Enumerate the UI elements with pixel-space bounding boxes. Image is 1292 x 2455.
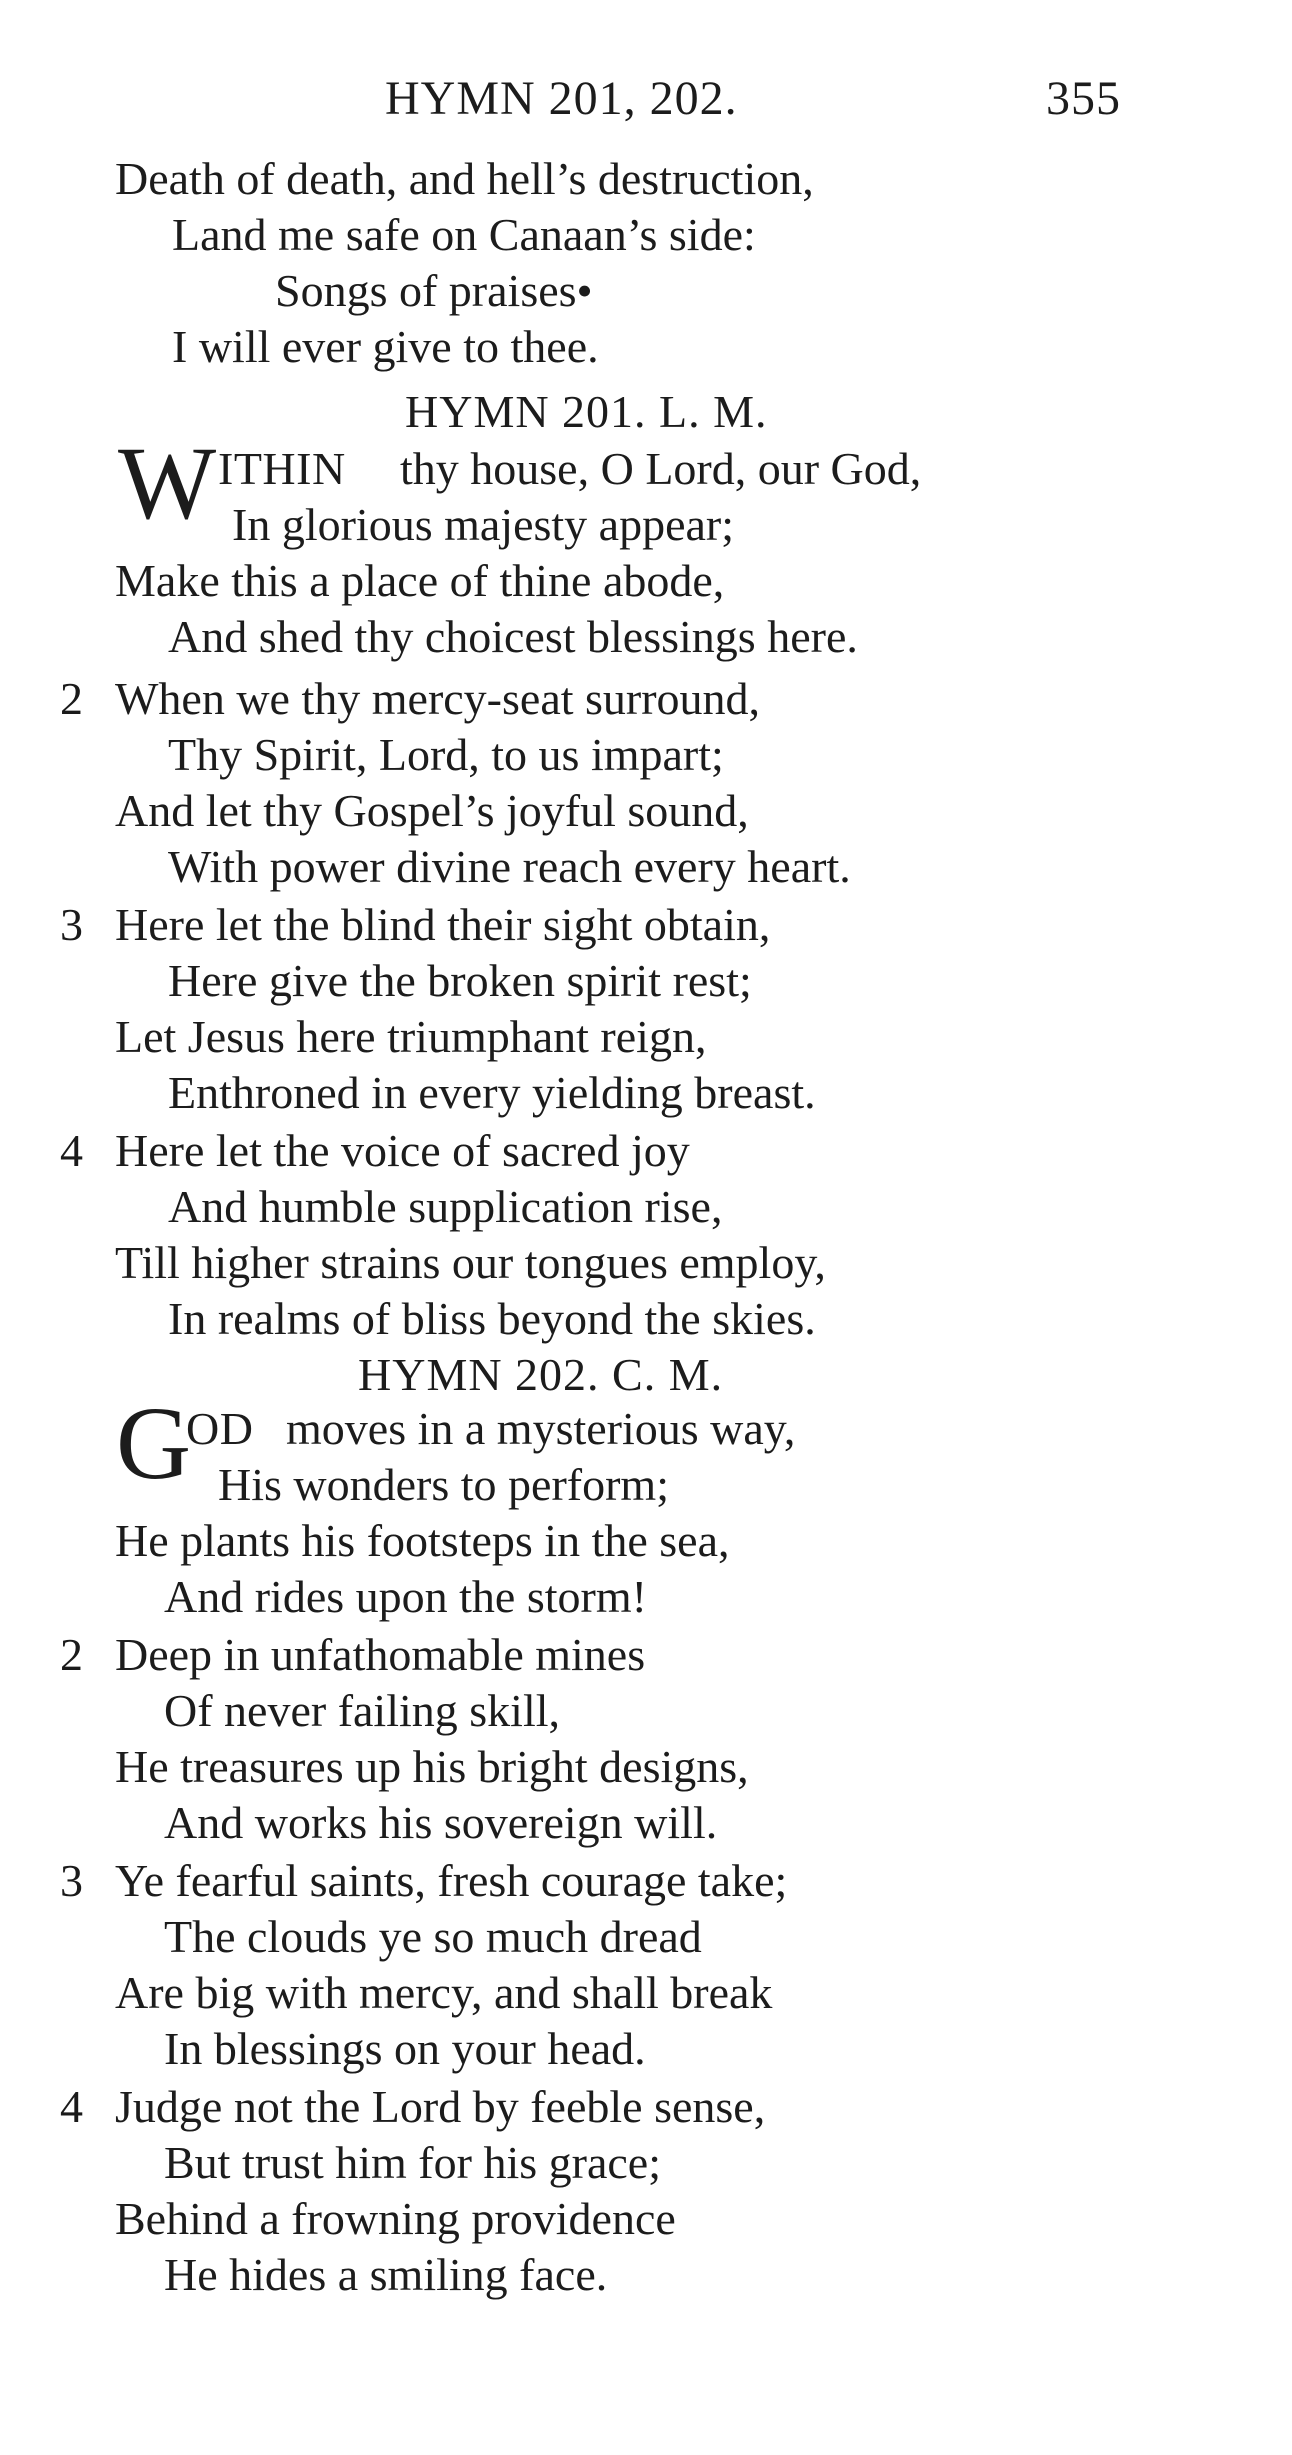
- verse-number: 2: [60, 673, 83, 724]
- prev-hymn-line: Songs of praises•: [275, 265, 593, 316]
- hymn-201-heading: HYMN 201. L. M.: [405, 386, 768, 437]
- prev-hymn-line: Death of death, and hell’s destruction,: [115, 153, 814, 204]
- hymn-201-first-line-tail: thy house, O Lord, our God,: [400, 443, 922, 494]
- hymn-202-first-line-tail: moves in a mysterious way,: [286, 1403, 796, 1454]
- verse-number: 2: [60, 1629, 83, 1680]
- verse-line: The clouds ye so much dread: [164, 1911, 702, 1962]
- verse-line: And humble supplication rise,: [168, 1181, 723, 1232]
- verse-number: 3: [60, 1855, 83, 1906]
- hymn-202-dropcap: G: [116, 1386, 192, 1501]
- hymn-201-verse-1-line: In glorious majesty appear;: [232, 499, 735, 550]
- verse-line: Here give the broken spirit rest;: [168, 955, 752, 1006]
- verse-line: Let Jesus here triumphant reign,: [115, 1011, 707, 1062]
- verse-line: Here let the voice of sacred joy: [115, 1125, 690, 1176]
- verse-line: Judge not the Lord by feeble sense,: [115, 2081, 766, 2132]
- verse-line: Here let the blind their sight obtain,: [115, 899, 771, 950]
- verse-line: And let thy Gospel’s joyful sound,: [115, 785, 749, 836]
- verse-line: With power divine reach every heart.: [168, 841, 851, 892]
- prev-hymn-line: I will ever give to thee.: [172, 321, 599, 372]
- verse-line: He treasures up his bright designs,: [115, 1741, 749, 1792]
- prev-hymn-line: Land me safe on Canaan’s side:: [172, 209, 756, 260]
- hymn-201-verse-1-line: And shed thy choicest blessings here.: [168, 611, 858, 662]
- hymn-201-verse-1-line: Make this a place of thine abode,: [115, 555, 725, 606]
- hymn-202-verse-1-line: His wonders to perform;: [218, 1459, 669, 1510]
- hymn-202-first-word-rest: OD: [186, 1403, 254, 1454]
- hymn-202-heading: HYMN 202. C. M.: [358, 1349, 724, 1400]
- verse-line: But trust him for his grace;: [164, 2137, 661, 2188]
- verse-line: And works his sovereign will.: [164, 1797, 718, 1848]
- running-header-title: HYMN 201, 202.: [385, 72, 738, 125]
- verse-line: Enthroned in every yielding breast.: [168, 1067, 816, 1118]
- verse-line: Of never failing skill,: [164, 1685, 561, 1736]
- verse-line: Behind a frowning providence: [115, 2193, 676, 2244]
- page-number: 355: [1046, 72, 1121, 125]
- verse-number: 4: [60, 2081, 83, 2132]
- hymn-202-verse-1-line: He plants his footsteps in the sea,: [115, 1515, 730, 1566]
- verse-line: Are big with mercy, and shall break: [115, 1967, 773, 2018]
- verse-line: Ye fearful saints, fresh courage take;: [115, 1855, 788, 1906]
- verse-line: In blessings on your head.: [164, 2023, 646, 2074]
- hymn-202-verse-1-line: And rides upon the storm!: [164, 1571, 647, 1622]
- verse-line: Deep in unfathomable mines: [115, 1629, 646, 1680]
- verse-line: Till higher strains our tongues employ,: [115, 1237, 826, 1288]
- verse-line: When we thy mercy-seat surround,: [115, 673, 761, 724]
- verse-line: He hides a smiling face.: [164, 2249, 608, 2300]
- verse-line: In realms of bliss beyond the skies.: [168, 1293, 816, 1344]
- verse-number: 3: [60, 899, 83, 950]
- verse-line: Thy Spirit, Lord, to us impart;: [168, 729, 724, 780]
- hymn-201-dropcap: W: [118, 426, 217, 541]
- verse-number: 4: [60, 1125, 83, 1176]
- hymn-201-first-word-rest: ITHIN: [218, 443, 346, 494]
